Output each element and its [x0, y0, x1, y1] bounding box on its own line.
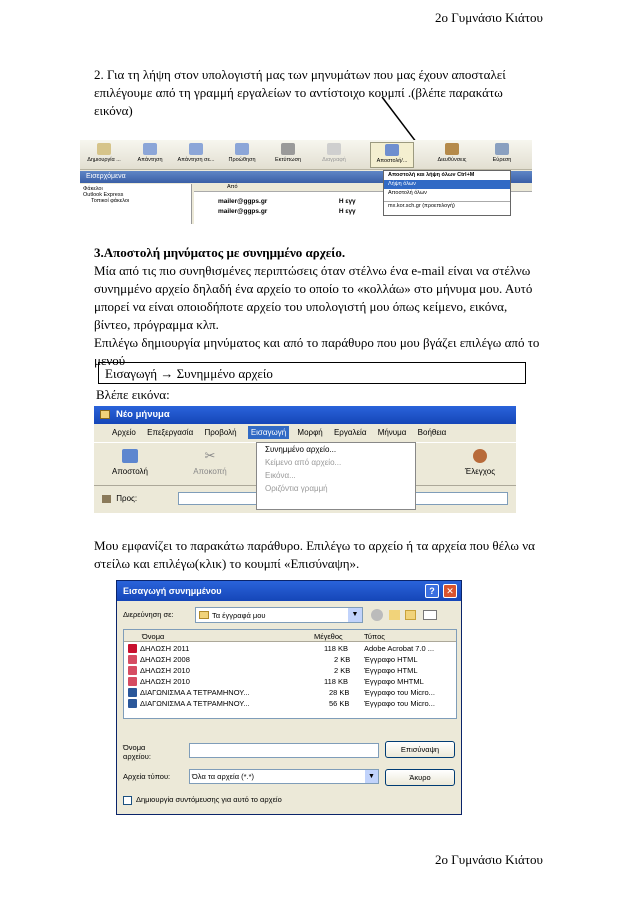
new-message-window	[94, 406, 516, 513]
send-receive-icon	[385, 144, 399, 156]
back-icon[interactable]	[371, 609, 383, 621]
forward-icon	[235, 143, 249, 155]
html-file-icon	[128, 655, 137, 664]
menu-item-picture[interactable]: Εικόνα...	[265, 471, 296, 480]
cut-button[interactable]	[180, 449, 240, 476]
printer-icon	[281, 143, 295, 155]
menu-path-insert: Εισαγωγή	[105, 366, 161, 381]
create-mail-icon	[97, 143, 111, 155]
shortcut-checkbox-row[interactable]	[123, 795, 282, 805]
dialog-title: Εισαγωγή συνημμένου	[123, 586, 222, 596]
text-line: επιλέγουμε από τη γραμμή εργαλείων το αντίστοιχο κουμπί .(βλέπε παρακάτω	[94, 85, 503, 100]
insert-menu-dropdown	[256, 442, 416, 510]
from-column-header[interactable]: Από	[227, 184, 238, 190]
look-in-value: Τα έγγραφά μου	[212, 611, 266, 620]
create-mail-button[interactable]	[82, 142, 126, 168]
to-label[interactable]: Προς:	[116, 494, 138, 503]
file-type: Έγγραφο του Micro...	[364, 699, 435, 708]
text-line: Μία από τις πιο συνηθισμένες περιπτώσεις όταν στέλνω ένα e-mail είναι να στέλνω	[94, 263, 531, 278]
menu-format[interactable]: Μορφή	[297, 428, 323, 437]
address-book-label: Διευθύνσεις	[437, 157, 467, 163]
section-heading: 3.Αποστολή μηνύματος με συνημμένο αρχείο.	[94, 245, 346, 260]
send-receive-menu	[383, 170, 511, 216]
file-name: ΔΙΑΓΩΝΙΣΜΑ Α ΤΕΤΡΑΜΗΝΟΥ...	[140, 699, 250, 708]
file-name: ΔΗΛΩΣΗ 2010	[140, 666, 190, 675]
find-icon	[495, 143, 509, 155]
delete-label: Διαγραφή	[322, 157, 346, 163]
menu-message[interactable]: Μήνυμα	[377, 428, 407, 437]
section-4-text	[94, 537, 554, 573]
file-row[interactable]	[124, 653, 456, 664]
menu-send-receive-all[interactable]: Αποστολή και λήψη όλων Ctrl+M	[388, 172, 475, 178]
file-row[interactable]	[124, 697, 456, 708]
close-button[interactable]: ✕	[443, 584, 457, 598]
file-size: 2 KB	[334, 666, 351, 675]
oe-toolbar	[80, 140, 532, 170]
file-type: Έγγραφο HTML	[364, 666, 418, 675]
file-name: ΔΗΛΩΣΗ 2011	[140, 644, 190, 653]
text-line: στείλω και επιλέγω(κλικ) το κουμπί «Επισύναψη».	[94, 556, 360, 571]
filename-label-line: αρχείου:	[123, 752, 151, 761]
send-button[interactable]	[100, 449, 160, 476]
menu-item-text-from-file[interactable]: Κείμενο από αρχείο...	[265, 458, 342, 467]
look-in-label: Διερεύνηση σε:	[123, 610, 174, 619]
print-button[interactable]	[266, 142, 310, 168]
delete-icon	[327, 143, 341, 155]
text-line: μπορεί να είναι οποιοδήποτε αρχείο του υπολογιστή μου όπως κείμενο, εικόνα,	[94, 299, 508, 314]
views-icon[interactable]	[423, 610, 437, 620]
menu-tools[interactable]: Εργαλεία	[333, 428, 367, 437]
word-doc-icon	[128, 688, 137, 697]
folders-header: Φάκελοι	[83, 186, 103, 192]
new-folder-icon[interactable]	[405, 610, 416, 620]
section-2-text	[94, 66, 554, 120]
chevron-down-icon: ▼	[348, 608, 362, 622]
menu-receive-all[interactable]: Λήψη όλων	[384, 180, 510, 189]
check-names-icon	[473, 449, 487, 463]
arrow-icon: →	[160, 366, 174, 381]
filetype-label: Αρχεία τύπου:	[123, 772, 171, 781]
cut-label: Αποκοπή	[193, 467, 227, 476]
reply-all-button[interactable]	[174, 142, 218, 168]
filetype-select[interactable]	[189, 769, 379, 784]
section-3-text	[94, 244, 554, 370]
menu-edit[interactable]: Επεξεργασία	[147, 428, 194, 437]
file-row[interactable]	[124, 686, 456, 697]
text-line: μενού	[94, 353, 126, 368]
up-folder-icon[interactable]	[389, 610, 400, 620]
menu-help[interactable]: Βοήθεια	[417, 428, 447, 437]
file-row[interactable]	[124, 675, 456, 686]
reply-all-label: Απάντηση σε...	[177, 157, 215, 163]
menu-send-all[interactable]: Αποστολή όλων	[388, 190, 427, 196]
send-icon	[122, 449, 138, 463]
outlook-express-screenshot	[80, 140, 532, 224]
reply-icon	[143, 143, 157, 155]
reply-button[interactable]	[128, 142, 172, 168]
file-name: ΔΗΛΩΣΗ 2008	[140, 655, 190, 664]
window-title: Νέο μήνυμα	[116, 409, 170, 420]
file-name: ΔΗΛΩΣΗ 2010	[140, 677, 190, 686]
filename-label-line: Όνομα	[123, 743, 146, 752]
attach-button[interactable]: Επισύναψη	[385, 741, 455, 758]
check-label: Έλεγχος	[464, 467, 496, 476]
folder-icon	[199, 611, 209, 619]
address-book-button[interactable]	[430, 142, 474, 168]
folder-item[interactable]: Τοπικοί φάκελοι	[91, 198, 130, 204]
message-subject: Η εγγ	[338, 208, 356, 215]
type-column-header[interactable]: Τύπος	[364, 632, 385, 641]
find-button[interactable]	[480, 142, 524, 168]
menu-path-box	[98, 362, 526, 384]
mail-icon	[100, 410, 110, 419]
page-header: 2ο Γυμνάσιο Κιάτου	[435, 10, 543, 25]
menu-account[interactable]: mx.kor.sch.gr (προεπιλογή)	[384, 201, 510, 210]
file-list	[123, 629, 457, 719]
menu-insert[interactable]: Εισαγωγή	[248, 426, 289, 439]
filename-input[interactable]	[189, 743, 379, 758]
file-list-header	[124, 630, 456, 642]
address-book-icon	[102, 495, 111, 503]
shortcut-label: Δημιουργία συντόμευσης για αυτό το αρχείο	[136, 795, 282, 804]
send-receive-label: Αποστολή/...	[376, 158, 408, 164]
delete-button[interactable]	[312, 142, 356, 168]
text-line: συνημμένο αρχείο δηλαδή ένα αρχείο το οποίο το «κολλάω» στο μήνυμα μου. Αυτό	[94, 281, 533, 296]
file-size: 56 KB	[329, 699, 350, 708]
text-line: Επιλέγω δημιουργία μηνύματος και από το παράθυρο που μου βγάζει επιλέγω από το	[94, 335, 540, 350]
page-footer: 2ο Γυμνάσιο Κιάτου	[435, 852, 543, 867]
forward-button[interactable]	[220, 142, 264, 168]
size-column-header[interactable]: Μέγεθος	[314, 632, 343, 641]
file-type: Έγγραφο HTML	[364, 655, 418, 664]
file-size: 2 KB	[334, 655, 351, 664]
address-book-icon	[445, 143, 459, 155]
filename-label	[123, 743, 151, 761]
menu-view[interactable]: Προβολή	[204, 428, 237, 437]
text-line: εικόνα)	[94, 103, 133, 118]
file-size: 28 KB	[329, 688, 350, 697]
see-image-caption: Βλέπε εικόνα:	[96, 387, 170, 402]
check-names-button[interactable]	[450, 449, 510, 476]
look-in-row	[123, 607, 457, 623]
file-type: Adobe Acrobat 7.0 ...	[364, 644, 435, 653]
folder-title-bar: Εισερχόμενα	[80, 171, 532, 183]
shortcut-checkbox[interactable]	[123, 796, 132, 805]
message-from: mailer@ggps.gr	[218, 198, 268, 205]
send-receive-button[interactable]	[370, 142, 414, 168]
menu-file[interactable]: Αρχείο	[112, 428, 136, 437]
html-file-icon	[128, 666, 137, 675]
mhtml-file-icon	[128, 677, 137, 686]
menu-bar	[94, 424, 516, 442]
print-label: Εκτύπωση	[274, 157, 302, 163]
window-title-bar	[94, 406, 516, 424]
reply-all-icon	[189, 143, 203, 155]
insert-attachment-dialog	[116, 580, 462, 815]
send-label: Αποστολή	[112, 467, 148, 476]
help-button[interactable]: ?	[425, 584, 439, 598]
name-column-header[interactable]: Όνομα	[142, 632, 165, 641]
text-line: Μου εμφανίζει το παρακάτω παράθυρο. Επιλέγω το αρχείο ή τα αρχεία που θέλω να	[94, 538, 535, 553]
find-label: Εύρεση	[492, 157, 512, 163]
file-size: 118 KB	[324, 677, 349, 686]
filetype-value: Όλα τα αρχεία (*.*)	[192, 772, 255, 781]
file-type: Έγγραφο MHTML	[364, 677, 424, 686]
file-size: 118 KB	[324, 644, 349, 653]
folder-item[interactable]: Outlook Express	[83, 192, 124, 198]
reply-label: Απάντηση	[137, 157, 163, 163]
text-line: βίντεο, πρόγραμμα κλπ.	[94, 317, 219, 332]
message-subject: Η εγγ	[338, 198, 356, 205]
chevron-down-icon: ▼	[365, 770, 378, 783]
word-doc-icon	[128, 699, 137, 708]
create-mail-label: Δημιουργία ...	[87, 157, 121, 163]
file-type: Έγγραφο του Micro...	[364, 688, 435, 697]
text-line: 2. Για τη λήψη στον υπολογιστή μας των μηνυμάτων που μας έχουν αποσταλεί	[94, 67, 506, 82]
look-in-select[interactable]	[195, 607, 363, 623]
scissors-icon: ✂	[204, 448, 216, 463]
menu-path-attachment: Συνημμένο αρχείο	[173, 366, 273, 381]
file-name: ΔΙΑΓΩΝΙΣΜΑ Α ΤΕΤΡΑΜΗΝΟΥ...	[140, 688, 250, 697]
menu-item-horizontal-line[interactable]: Οριζόντια γραμμή	[265, 484, 328, 493]
file-row[interactable]	[124, 664, 456, 675]
file-row[interactable]	[124, 642, 456, 653]
cancel-button[interactable]: Άκυρο	[385, 769, 455, 786]
forward-label: Προώθηση	[228, 157, 256, 163]
message-from: mailer@ggps.gr	[218, 208, 268, 215]
pdf-icon	[128, 644, 137, 653]
menu-item-attachment[interactable]: Συνημμένο αρχείο...	[265, 445, 337, 454]
dialog-title-bar	[117, 581, 461, 601]
folder-pane	[80, 184, 192, 224]
